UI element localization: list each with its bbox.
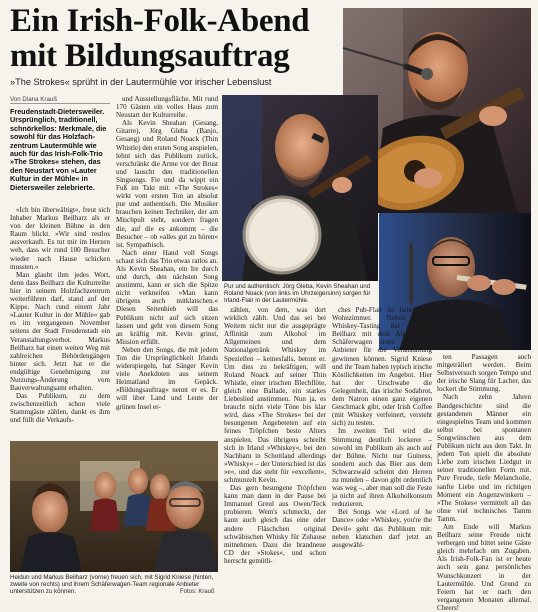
body-paragraph: Das Publikum, zu dem zwischenzeitlich schon viele Stammgäste zählen, dankt es ihm und füllt die Verkaufs-: [10, 392, 110, 425]
body-paragraph: Nach einer Hand voll Songs schaut sich das Trio etwas ratlos an. Als Kevin Sheahan, ein Ire durch und durch, den nächsten Song anstimmt, kann er sich die Spitze nicht verkneifen »Man kann übrigens auch mitklatschen.« Diesen Seitenhieb will das Publikum nicht auf sich sitzen lassen und geht von diesem Song an kräftig mit. Kevin grinst, Mission erfüllt.: [116, 248, 218, 346]
body-paragraph: Man glaubt ihm jedes Wort, denn dass Beilharz die Kulturreihe hier in seinem Holzfachzentrum weiterführen darf, stand auf der Kippe. Nach rund einem Jahr »Lauter Kultur in der Mühle« gab es im vergangenen November seitens der Stadt Freudenstadt ein Veranstaltungsverbot. Markus Beilharz hat einen weiten Weg mit zahlreichen Behördengängen hinter sich. Jetzt hat er die endgültige Genehmigung zur Nutzungs-Änderung vom Bauverwaltungsamt erhalten.: [10, 270, 110, 393]
photo-beilharz-team: [10, 441, 218, 572]
photo-caption-bottom: Heidun und Markus Beilharz (vorne) freuen sich, mit Sigrid Kniese (hinten, zweite von rechts) und ihrem Schäferwagen-Team regionale Anbieter unterstützen zu können.: [10, 574, 214, 596]
headline: [10, 4, 340, 74]
byline: Von Diana Krauß: [10, 96, 58, 103]
lead-paragraph: Freudenstadt-Dietersweiler. Ursprünglich, traditionell, schnörkellos: Merkmale, die sowohl für das Holzfach-zentrum Lautermühle wie auch für das Irish-Folk-Trio »The Strokes« stehen, das den Neustart von »Lauter Kultur in der Mühle« in Dietersweiler zelebrierte.: [10, 107, 107, 192]
body-paragraph: Bei Songs wie »Lord of he Dance« oder »Whiskey, you're the Devil« geht das Publikum mit: neben klatschen darf jetzt an ausgewähl-: [332, 508, 432, 549]
column-2-text: [116, 95, 218, 438]
body-paragraph: Als Kevin Sheahan (Gesang, Gitarre), Jörg Gleba (Banjo, Gesang) und Roland Noack (Thin Whistle) den ersten Song anspielen, lehnt sich das Publikum zurück, verschränkt die Arme vor der Brust und lauscht den traditionellen Singsongs. Fie und da wippt ein Fuß im Takt mit. »The Strokes« wirkt vom ersten Ton an absolut pur und authentisch. Die Musiker brauchen keinen Techniker, der am Mischpult steht, sondern fragen die, auf die es ankommt – die Besucher – ob »alles gut zu hören« ist. Sympathisch.: [116, 119, 218, 249]
body-paragraph: Neben den Songs, die mit jedem Ton die Ursprünglichkeit Irlands widerspiegeln, hat Sänger Kevin viele Anekdoten aus seinem Heimatland im Gepäck. »Bildungsauftrag« nennt er es. Er will über Land und Leute der grünen Insel er-: [116, 345, 218, 411]
column-5-text: [437, 353, 531, 612]
headline-line-2: mit Bildungsauftrag: [10, 38, 290, 74]
column-4-text: [332, 306, 432, 596]
headline-line-1: Ein Irish-Folk-Abend: [10, 3, 310, 39]
body-paragraph: Nach zehn Jahren Bandgeschichte sind die gestandenen Männer ein eingespieltes Team und kommen selbst bei spontanen Songwünschen aus dem Publikum nicht aus dem Takt. In jedem Ton spielt die absolute Liebe zum irischen Liedgut in seiner traditionellen Form mit. Pure Freude, tiefe Melancholie, sanfte Liebe und im richtigen Moment ein Augenzwinkern – »The Stokes« vermittelt all das ohne viel technisches Tamm Tamm.: [437, 393, 531, 523]
body-paragraph: ches Pub-Flair im heimischen Wohnzimmer. Neben dem Whiskey-Tasting hat Markus Beilharz mit dem Alpirsbacher Schäferwagen einen regionalen Anbieter für die Veranstaltung gewinnen können. Sigrid Kniese und ihr Team haben typisch irische Köstlichkeiten im Angebot. Hier hat der Urschwabe die Gelegenheit, das irische Sodabrot, dem Natron einen ganz eigenen Geschmack gibt, oder Irish Coffee (mit Whiskey verfeinert, versteht sich) zu testen.: [332, 306, 432, 428]
body-paragraph: »Ich bin überwältigt«, freut sich Inhaber Markus Beilharz als er von der kleinen Bühne in den Raum blickt. »Wir sind restlos ausverkauft. Es tut mir im Herzen weh, dass wir rund 100 Besucher wieder nach Hause schicken mussten.«: [10, 206, 110, 271]
byline-rule: [10, 103, 110, 104]
photo-joerg-banjo-image: [222, 95, 378, 281]
subheadline: »The Strokes« sprüht in der Lautermühle vor irischer Lebenslust: [10, 77, 272, 87]
body-paragraph: zählen, von dem, was dort wirklich zählt. Und das sei bei Weitem nicht nur die ausgeprägte Affinität zum Alkohol im Allgemeinen und dem Nationalgetränk Whiskey im Speziellen – keinesfalls, betont er. Um dies zu bekräftigen, will Roland Noack auf seiner Thin Whistle, einer irischen Blechflöte, gleich eine Ballade, ein starkes Liebeslied anstimmen. Nun ja, es braucht nicht viele Töne bis klar wird, dass »The Strokes« bei der besungenen Angebeteten auf ein feines Tröpfchen beste Alters anspielen. Das übrigens schreibt sich in Irland »Whiskey«, bei den Nachbarn in Schottland allerdings »Whisky« – der Unterschied ist das »e«, und das steht für »excellent«, schmunzelt Kevin.: [224, 306, 326, 484]
column-3-text: [224, 306, 326, 596]
body-paragraph: ten Passagen auch mitgeträllert werden. Beim Selbstversuch sorgen Tempo und der irische Slang für Lacher, das lockert die Stimmung.: [437, 353, 531, 394]
photo-credit: Fotos: Krauß: [180, 589, 215, 595]
photo-joerg-banjo: [222, 95, 378, 281]
body-paragraph: Das gern besungene Tröpfchen kann man dann in der Pause bei Immanuel Greul aus Owen/Teck probieren. Wem's schmeckt, der kann auch gleich das eine oder andere Fläschchen original schwäbischen Whisky für Zuhause mitnehmen. Dazu die brandneue CD der »Stokes«, und schon herrscht gemütli-: [224, 484, 326, 565]
body-paragraph: und Ausstellungsfläche. Mit rund 170 Gästen ein volles Haus zum Neustart der Kulturreihe.: [116, 95, 218, 120]
photo-beilharz-team-image: [10, 441, 218, 572]
column-1-text: [10, 206, 110, 438]
photo-caption-top: Pur und authentisch: Jörg Gleba, Kevin Sheahan und Roland Noack (von links im Uhrzeigersinn) sorgen für Irland-Flair in der Lautermühle.: [224, 283, 371, 305]
body-paragraph: Am Ende will Markus Beilharz seine Freude nicht verbergen und bittet seine Gäste gleich mehrfach um Zugaben. Als Irish-Folk-Fan ist er heute auch sein ganz persönliches Wunschkonzert in der Lautermühle. Und Grund zu Feiern hat er nach den vergangenen Monaten allemal. Cheers!: [437, 522, 531, 612]
body-paragraph: Im zweiten Teil wird die Stimmung deutlich lockerer – sowohl im Publikum als auch auf der Bühne. Nicht nur Guiness, sondern auch das Bier aus dem Schwarzwald scheint den Herren zu munden – davon gibt ordentlich was weg –, aber man soll die Feste ja nicht auf ihren Alkoholkonsum reduzieren.: [332, 427, 432, 509]
